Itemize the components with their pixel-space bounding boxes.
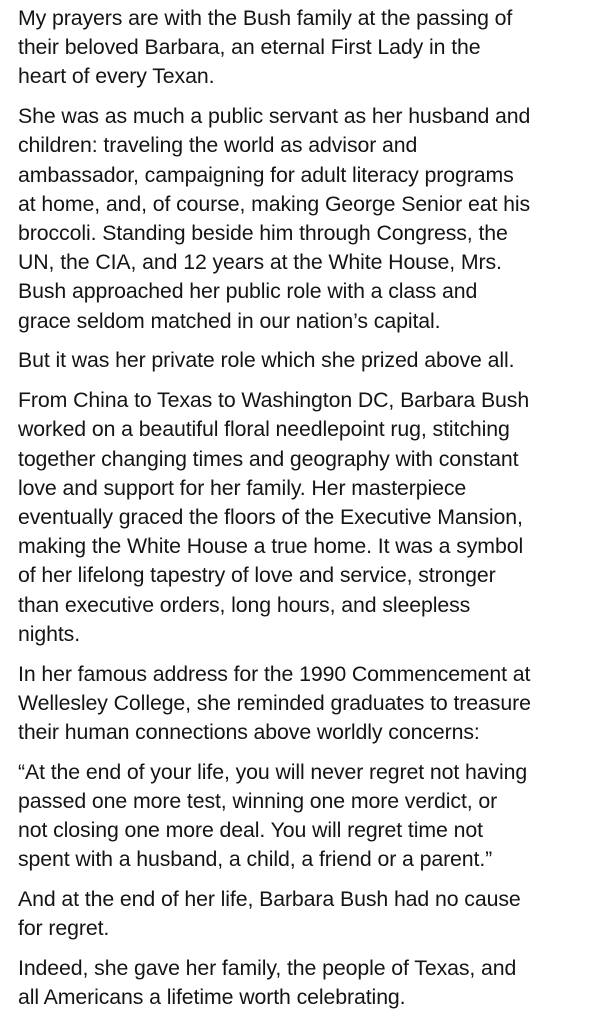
paragraph-prayers: My prayers are with the Bush family at the passing of their beloved Barbara, an eternal First Lady in the heart of every Texan. <box>18 6 513 89</box>
paragraph-needlepoint-rug: From China to Texas to Washington DC, Barbara Bush worked on a beautiful floral needlepoint rug, stitching together changing times and geography with constant love and support for her family. Her masterpiece eventually graced the floors of the Executive Mansion, making the White House a true home. It was a symbol of her lifelong tapestry of love and service, stronger than executive orders, long hours, and sleepless nights. <box>18 388 530 646</box>
post-body <box>18 4 608 1023</box>
paragraph-lifetime: Indeed, she gave her family, the people of Texas, and all Americans a lifetime worth celebrating. <box>18 956 517 1010</box>
paragraph-no-regret: And at the end of her life, Barbara Bush had no cause for regret. <box>18 887 521 941</box>
paragraph-quote: “At the end of your life, you will never regret not having passed one more test, winning one more verdict, or not closing one more deal. You will regret time not spent with a husband, a child, a friend or a parent.” <box>18 759 528 872</box>
paragraph-wellesley-address: In her famous address for the 1990 Commencement at Wellesley College, she reminded graduates to treasure their human connections above worldly concerns: <box>18 661 531 745</box>
paragraph-public-servant: She was as much a public servant as her husband and children: traveling the world as advisor and ambassador, campaigning for adult literacy programs at home, and, of course, making George Senior eat his broccoli. Standing beside him through Congress, the UN, the CIA, and 12 years at the White House, Mrs. Bush approached her public role with a class and grace seldom matched in our nation’s capital. <box>18 104 531 333</box>
paragraph-private-role: But it was her private role which she prized above all. <box>18 348 515 373</box>
